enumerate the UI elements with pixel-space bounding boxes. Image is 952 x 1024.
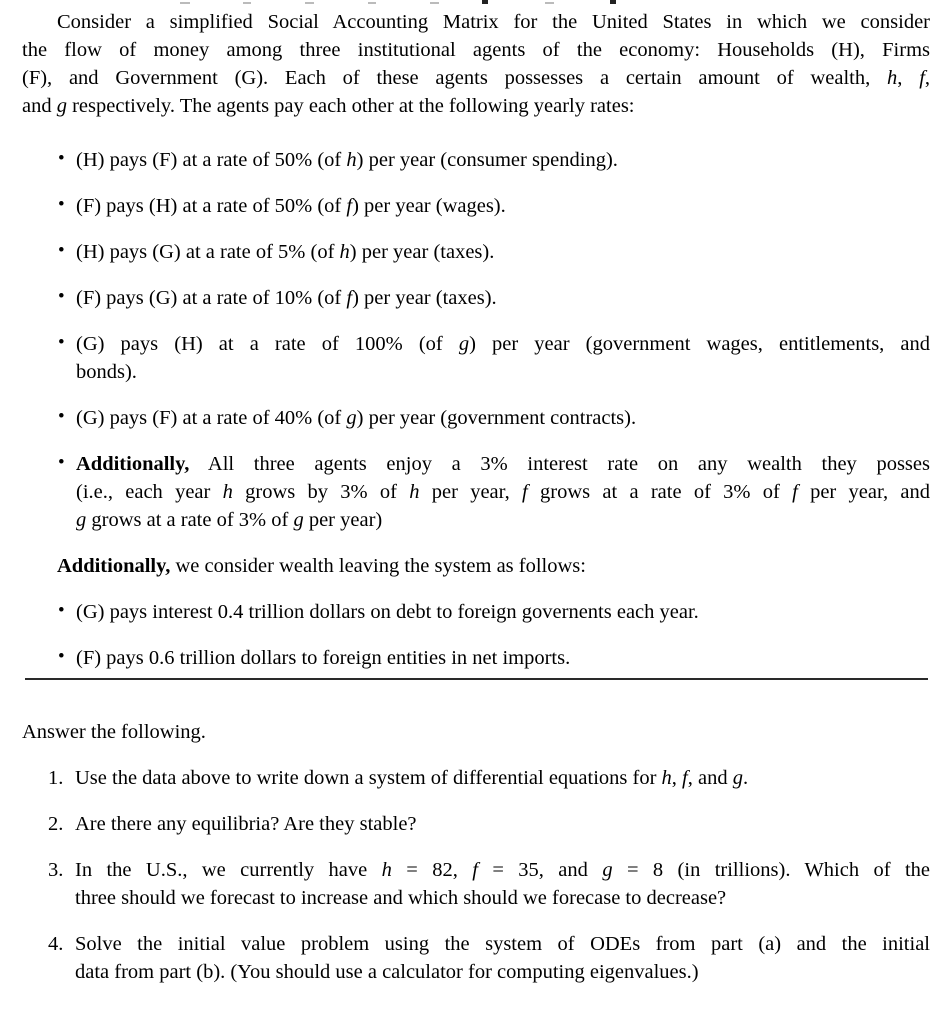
text-run: Additionally, xyxy=(76,453,190,475)
text-run: per year) xyxy=(303,509,383,531)
text-line xyxy=(76,644,930,672)
question-text xyxy=(75,856,930,912)
bullet-icon: • xyxy=(58,332,65,353)
divider-rule xyxy=(25,678,928,680)
text-run: f xyxy=(346,195,353,217)
rate-item-text xyxy=(76,192,930,220)
text-run: h xyxy=(346,149,357,171)
rate-item-text xyxy=(76,238,930,266)
text-run: per year, and xyxy=(797,481,930,503)
text-line xyxy=(76,146,930,174)
text-line xyxy=(75,930,930,958)
text-line xyxy=(76,284,930,312)
text-run: g xyxy=(346,407,357,429)
text-run: f xyxy=(346,287,353,309)
text-run: (i.e., each year xyxy=(76,481,223,503)
text-run: h xyxy=(887,67,898,89)
rate-item-interest xyxy=(22,450,930,534)
text-run: ) per year (government contracts). xyxy=(356,407,637,429)
text-line xyxy=(76,404,930,432)
text-run: and xyxy=(22,95,57,117)
text-run: ) per year (taxes). xyxy=(352,287,497,309)
text-run: (G) pays interest 0.4 trillion dollars on debt to foreign governents each year. xyxy=(76,601,699,623)
text-run: (G) pays (H) at a rate of 100% (of xyxy=(76,333,459,355)
leak-item-text xyxy=(76,644,930,672)
text-run: , xyxy=(671,767,683,789)
text-run: Additionally, xyxy=(57,555,171,577)
text-run: ) per year (taxes). xyxy=(349,241,495,263)
text-line xyxy=(75,810,930,838)
text-run: f xyxy=(792,481,798,503)
text-run: f xyxy=(522,481,528,503)
text-run: . xyxy=(742,767,749,789)
rate-item-f-pays-h xyxy=(22,192,930,220)
text-run: ) per year (wages). xyxy=(352,195,506,217)
document-content xyxy=(22,8,930,1004)
text-run: h xyxy=(381,859,392,881)
text-run: grows at a rate of 3% of xyxy=(527,481,793,503)
cropped-line-fragment xyxy=(305,2,314,4)
text-line xyxy=(76,506,930,534)
text-run: In the U.S., we currently have xyxy=(75,859,382,881)
cropped-line-fragment xyxy=(482,0,488,4)
text-run: (G) pays (F) at a rate of 40% (of xyxy=(76,407,347,429)
text-run: = 8 (in trillions). Which of the xyxy=(612,859,931,881)
cropped-line-fragment xyxy=(430,2,439,4)
text-run: f xyxy=(472,859,478,881)
bullet-icon: • xyxy=(58,240,65,261)
text-line xyxy=(22,64,930,92)
cropped-line-fragment xyxy=(368,2,376,4)
question-item-3 xyxy=(22,856,930,912)
cropped-line-fragment xyxy=(180,2,190,4)
text-line xyxy=(76,450,930,478)
text-run: f xyxy=(919,67,925,89)
rate-item-text xyxy=(76,330,930,386)
text-run: Answer the following. xyxy=(22,721,206,743)
bullet-icon: • xyxy=(58,646,65,667)
text-line xyxy=(22,552,930,580)
text-run: (H) pays (G) at a rate of 5% (of xyxy=(76,241,340,263)
question-number: 2. xyxy=(48,813,64,835)
text-run: three should we forecast to increase and which should we forecase to decrease? xyxy=(75,887,727,909)
text-run: grows at a rate of 3% of xyxy=(86,509,294,531)
text-run: = 82, xyxy=(391,859,473,881)
text-run: g xyxy=(76,509,87,531)
bullet-icon: • xyxy=(58,148,65,169)
wealth-leaving-paragraph xyxy=(22,552,930,580)
text-run: Use the data above to write down a system of differential equations for xyxy=(75,767,662,789)
answer-heading xyxy=(22,718,930,746)
bullet-icon: • xyxy=(58,194,65,215)
text-run: (F) pays (G) at a rate of 10% (of xyxy=(76,287,347,309)
text-line xyxy=(76,478,930,506)
text-line xyxy=(75,764,930,792)
text-run: (F) pays 0.6 trillion dollars to foreign entities in net imports. xyxy=(76,647,571,669)
leak-item-f-net-imports xyxy=(22,644,930,672)
text-run: ) per year (government wages, entitlements, and xyxy=(469,333,931,355)
intro-paragraph xyxy=(22,8,930,120)
text-run: h xyxy=(339,241,350,263)
rate-item-h-pays-g xyxy=(22,238,930,266)
question-item-2 xyxy=(22,810,930,838)
text-run: All three agents enjoy a 3% interest rate on any wealth they posses xyxy=(189,453,930,475)
text-run: ) per year (consumer spending). xyxy=(356,149,618,171)
text-run: h xyxy=(661,767,672,789)
bullet-icon: • xyxy=(58,286,65,307)
rate-item-text xyxy=(76,284,930,312)
text-run: (H) pays (F) at a rate of 50% (of xyxy=(76,149,347,171)
cropped-line-fragment xyxy=(610,0,616,4)
text-run: g xyxy=(458,333,470,355)
text-run: h xyxy=(222,481,233,503)
text-run: grows by 3% of xyxy=(232,481,410,503)
text-line xyxy=(76,238,930,266)
text-run: , xyxy=(924,67,931,89)
text-line xyxy=(22,36,930,64)
question-number: 1. xyxy=(48,767,64,789)
question-text xyxy=(75,810,930,838)
text-run: we consider wealth leaving the system as follows: xyxy=(170,555,586,577)
text-line xyxy=(76,598,930,626)
question-text xyxy=(75,930,930,986)
text-run: (F), and Government (G). Each of these agents possesses a certain amount of wealth, xyxy=(22,67,888,89)
rate-item-h-pays-f xyxy=(22,146,930,174)
rate-item-g-pays-f xyxy=(22,404,930,432)
cropped-line-fragment xyxy=(545,2,554,4)
text-line xyxy=(22,718,930,746)
question-number: 4. xyxy=(48,933,64,955)
text-line xyxy=(22,92,930,120)
rate-item-g-pays-h xyxy=(22,330,930,386)
leak-item-g-debt-interest xyxy=(22,598,930,626)
rate-item-text xyxy=(76,404,930,432)
question-number: 3. xyxy=(48,859,64,881)
text-run: = 35, and xyxy=(477,859,603,881)
text-run: per year, xyxy=(419,481,523,503)
rate-item-f-pays-g xyxy=(22,284,930,312)
text-run: g xyxy=(602,859,613,881)
questions-list xyxy=(22,764,930,986)
text-run: g xyxy=(293,509,304,531)
text-line xyxy=(75,856,930,884)
text-run: (F) pays (H) at a rate of 50% (of xyxy=(76,195,347,217)
text-run: Are there any equilibria? Are they stable? xyxy=(75,813,417,835)
cropped-line-fragment xyxy=(243,2,251,4)
text-run: respectively. The agents pay each other at the following yearly rates: xyxy=(66,95,635,117)
text-line xyxy=(76,358,930,386)
text-line xyxy=(76,330,930,358)
text-line xyxy=(76,192,930,220)
question-text xyxy=(75,764,930,792)
text-run: h xyxy=(409,481,420,503)
text-run: g xyxy=(732,767,743,789)
text-run: data from part (b). (You should use a calculator for computing eigenvalues.) xyxy=(75,961,699,983)
text-run: , and xyxy=(687,767,733,789)
question-item-4 xyxy=(22,930,930,986)
rate-item-text xyxy=(76,450,930,534)
text-line xyxy=(75,958,930,986)
text-line xyxy=(75,884,930,912)
text-run: g xyxy=(56,95,67,117)
question-item-1 xyxy=(22,764,930,792)
bullet-icon: • xyxy=(58,406,65,427)
text-line xyxy=(22,8,930,36)
text-run: Consider a simplified Social Accounting Matrix for the United States in which we consider xyxy=(57,11,930,33)
leak-item-text xyxy=(76,598,930,626)
text-run: bonds). xyxy=(76,361,137,383)
rate-item-text xyxy=(76,146,930,174)
bullet-icon: • xyxy=(58,600,65,621)
rates-list xyxy=(22,146,930,534)
bullet-icon: • xyxy=(58,452,65,473)
text-run: Solve the initial value problem using the system of ODEs from part (a) and the initial xyxy=(75,933,930,955)
text-run: the flow of money among three institutional agents of the economy: Households (H), Firms xyxy=(22,39,930,61)
text-run: f xyxy=(682,767,688,789)
text-run: , xyxy=(897,67,920,89)
leakage-list xyxy=(22,598,930,672)
